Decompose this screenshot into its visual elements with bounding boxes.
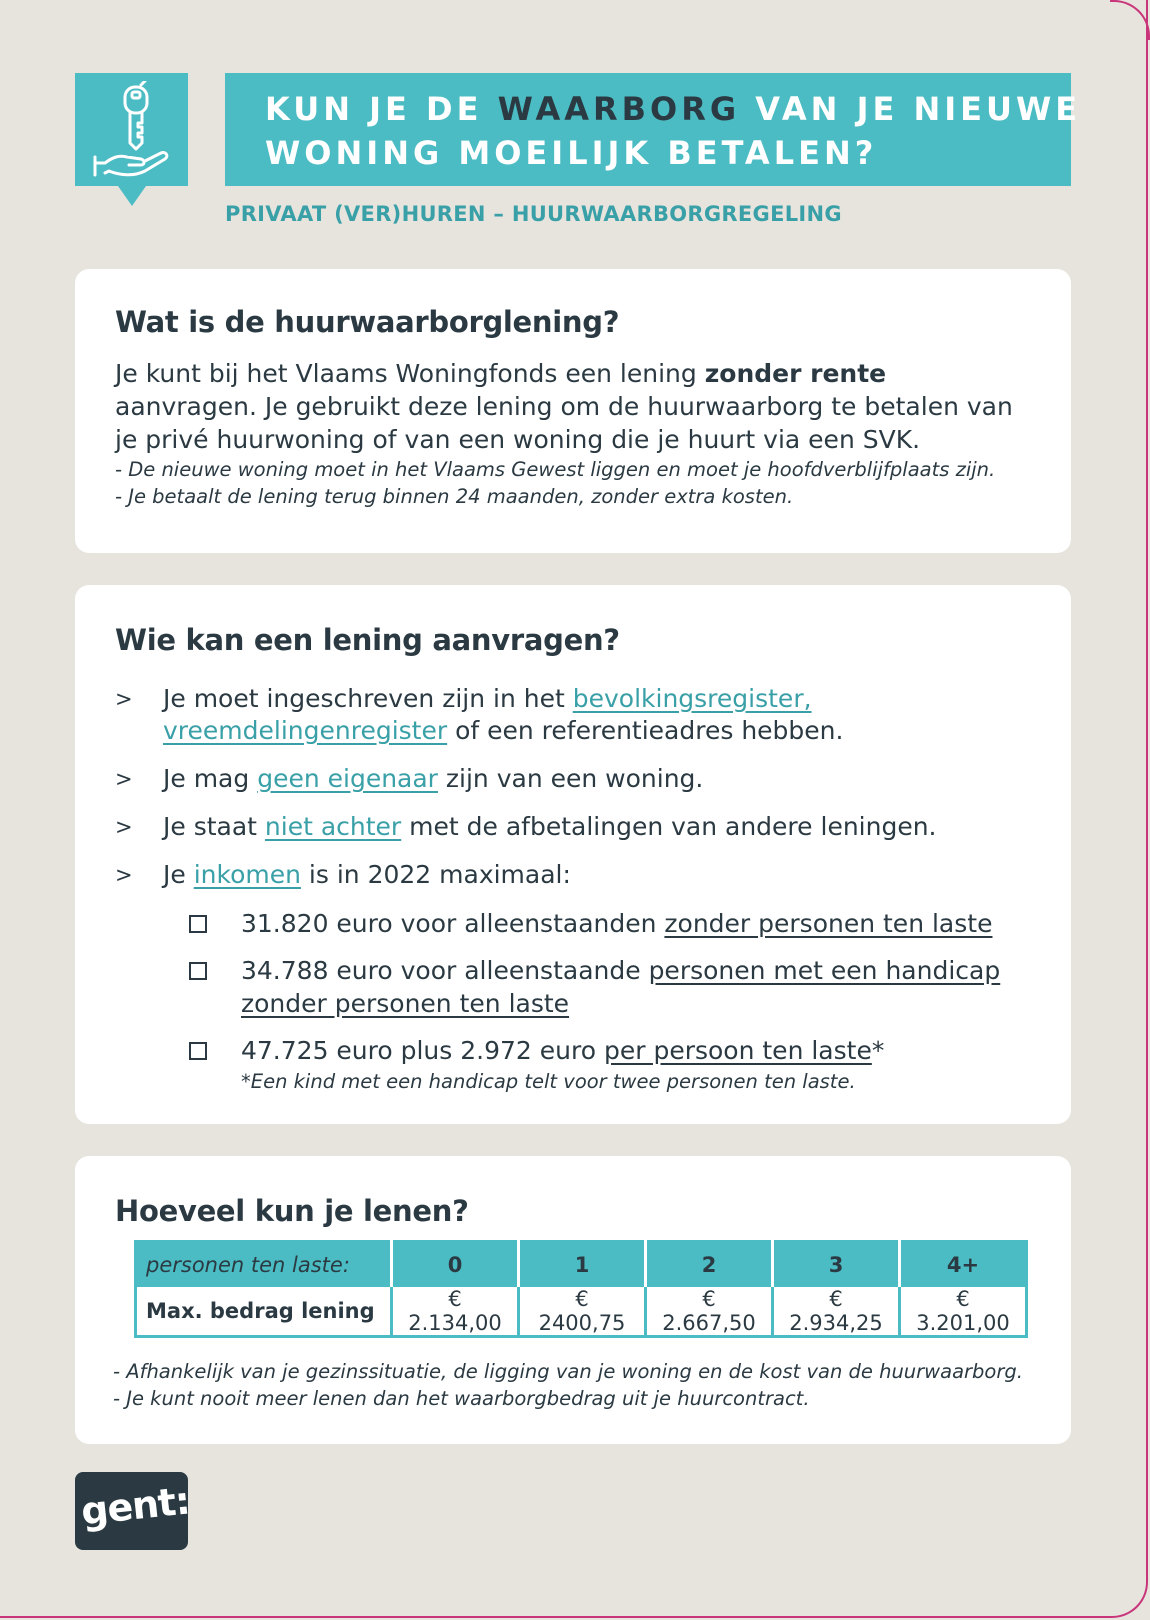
table-cell: € 2.134,00 [392, 1287, 519, 1337]
link-vreemdelingenregister[interactable]: vreemdelingenregister [163, 716, 448, 745]
chevron-right-icon: > [115, 687, 133, 711]
card-who-can-apply [75, 585, 1071, 1124]
income-item: 34.788 euro voor alleenstaande personen met een handicap zonder personen ten laste [189, 954, 1031, 1020]
criteria-item: > Je mag geen eigenaar zijn van een woning. [115, 764, 704, 793]
table-header-cell: 0 [392, 1242, 519, 1288]
table-cell: € 2400,75 [519, 1287, 646, 1337]
income-item: 31.820 euro voor alleenstaanden zonder personen ten laste [189, 907, 1031, 940]
section-heading: Wat is de huurwaarborglening? [115, 305, 620, 339]
section-body: Je kunt bij het Vlaams Woningfonds een lening zonder rente aanvragen. Je gebruikt deze lening om de huurwaarborg te betalen van je privé huurwoning of van een woning die je huurt via een SVK. [115, 359, 1013, 454]
note-line: - Je betaalt de lening terug binnen 24 maanden, zonder extra kosten. [115, 485, 794, 508]
title-line-1: KUN JE DE WAARBORG VAN JE NIEUWE [265, 90, 1082, 128]
subtitle: PRIVAAT (VER)HUREN – HUURWAARBORGREGELING [225, 202, 842, 226]
checkbox-icon [189, 962, 207, 980]
income-list [189, 907, 1031, 1097]
table-cell: € 2.934,25 [773, 1287, 900, 1337]
title-banner [225, 73, 1082, 186]
note-line: - De nieuwe woning moet in het Vlaams Gewest liggen en moet je hoofdverblijfplaats zijn. [115, 458, 996, 481]
criteria-list [115, 683, 1031, 891]
table-header-cell: 1 [519, 1242, 646, 1288]
icon-tail [118, 186, 146, 206]
checkbox-icon [189, 915, 207, 933]
table-cell: € 3.201,00 [900, 1287, 1027, 1337]
chevron-right-icon: > [115, 863, 133, 887]
income-item: 47.725 euro plus 2.972 euro per persoon ten laste* *Een kind met een handicap telt voor twee personen ten laste. [189, 1034, 1031, 1097]
criteria-item: > Je moet ingeschreven zijn in het bevolkingsregister, vreemdelingenregister of een referentieadres hebben. [115, 684, 844, 745]
table-header-label: personen ten laste: [146, 1253, 350, 1277]
notes [113, 1358, 1031, 1412]
card-what-is-loan [75, 269, 1071, 553]
link-inkomen[interactable]: inkomen [193, 860, 301, 889]
footnote: *Een kind met een handicap telt voor twee personen ten laste. [241, 1070, 856, 1093]
checkbox-icon [189, 1042, 207, 1060]
link-geen-eigenaar[interactable]: geen eigenaar [257, 764, 438, 793]
page-border-corner [1110, 0, 1150, 40]
key-in-hand-icon [75, 73, 188, 186]
table-header-cell: 3 [773, 1242, 900, 1288]
table-row [136, 1287, 1027, 1337]
table-header-row [136, 1242, 1027, 1288]
chevron-right-icon: > [115, 815, 133, 839]
loan-table [134, 1240, 1028, 1338]
table-row-label: Max. bedrag lening [136, 1287, 392, 1337]
note-line: - Je kunt nooit meer lenen dan het waarborgbedrag uit je huurcontract. [113, 1387, 810, 1410]
table-header-cell: 2 [646, 1242, 773, 1288]
chevron-right-icon: > [115, 767, 133, 791]
table-cell: € 2.667,50 [646, 1287, 773, 1337]
link-bevolkingsregister[interactable]: bevolkingsregister, [572, 684, 812, 713]
criteria-item: > Je staat niet achter met de afbetalingen van andere leningen. [115, 812, 937, 841]
section-heading: Hoeveel kun je lenen? [115, 1194, 469, 1228]
title-line-2: WONING MOEILIJK BETALEN? [265, 134, 878, 172]
section-heading: Wie kan een lening aanvragen? [115, 623, 620, 657]
note-line: - Afhankelijk van je gezinssituatie, de ligging van je woning en de kost van de huurwaarborg. [113, 1360, 1023, 1383]
criteria-item: > Je inkomen is in 2022 maximaal: [115, 860, 571, 889]
table-header-cell: 4+ [900, 1242, 1027, 1288]
link-niet-achter[interactable]: niet achter [264, 812, 402, 841]
gent-logo: gent: [75, 1472, 188, 1550]
card-how-much [75, 1156, 1071, 1444]
